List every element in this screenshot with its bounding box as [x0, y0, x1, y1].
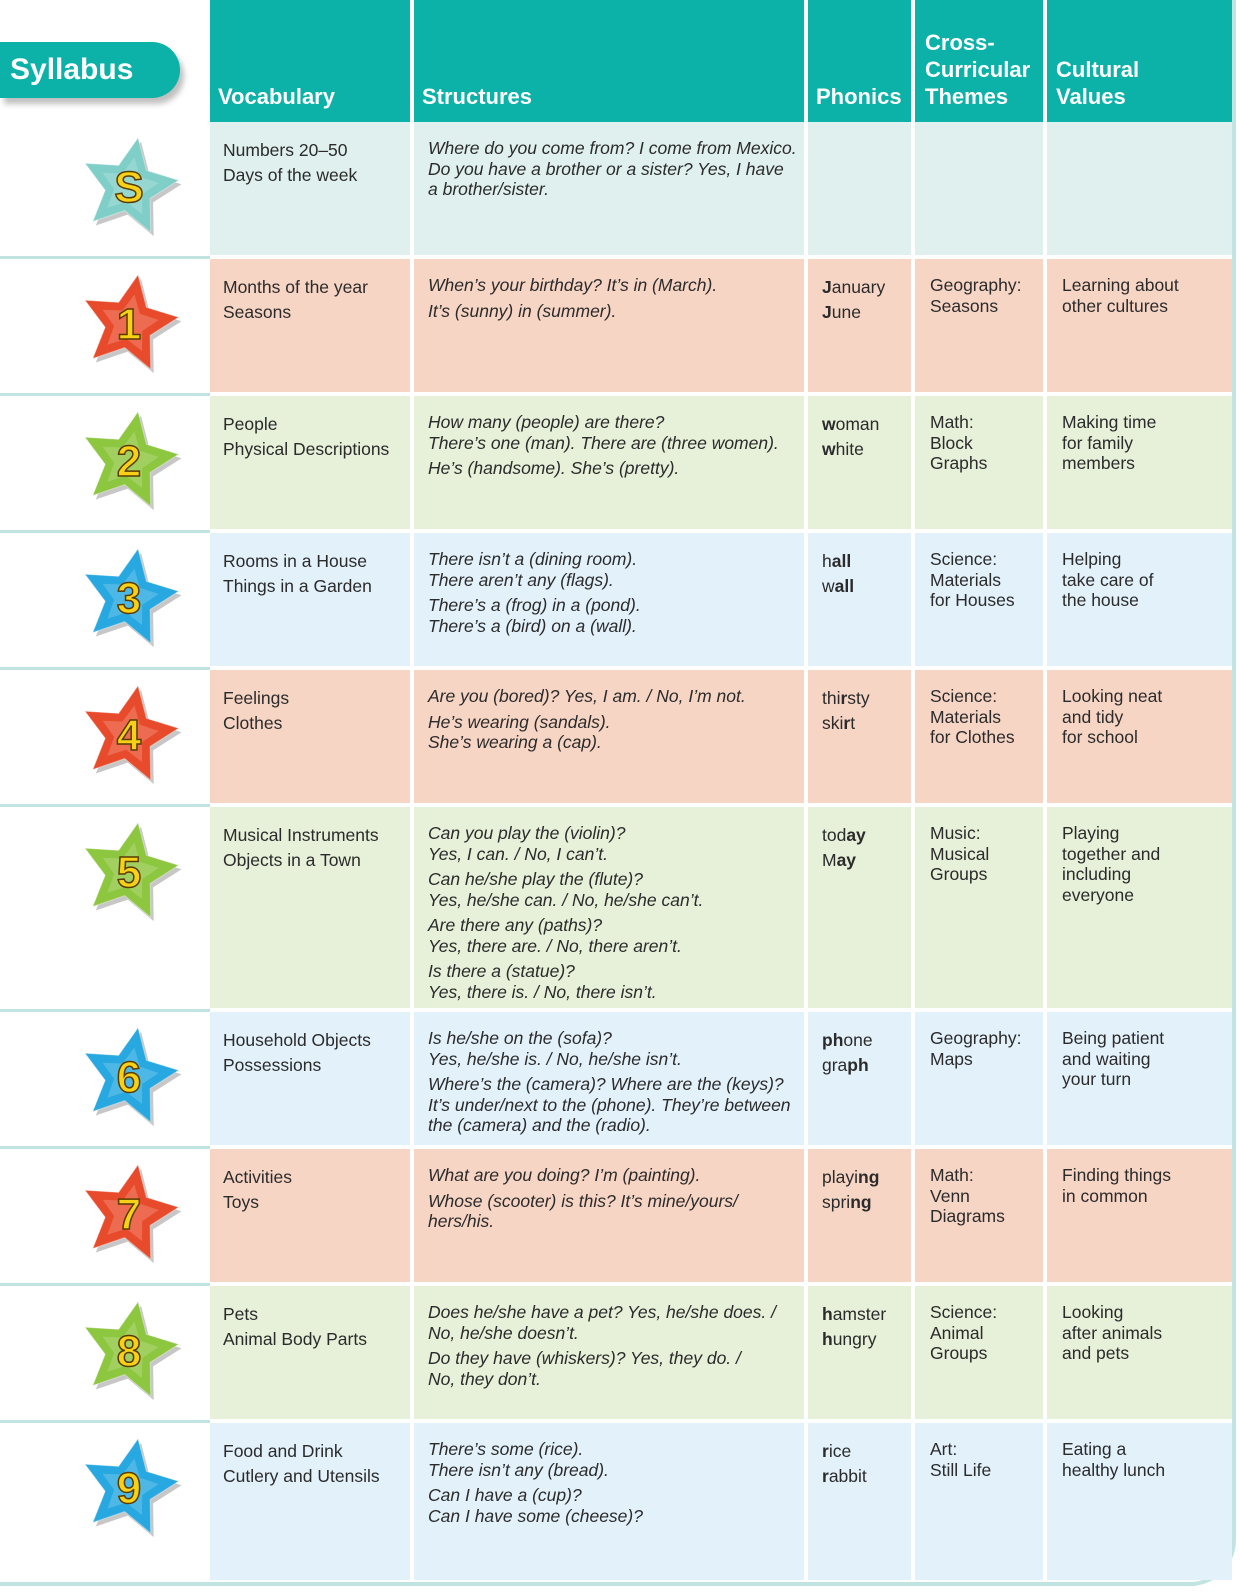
phonics-plain: M: [822, 850, 837, 870]
cell-structures: [428, 396, 813, 547]
header-cultural-line: Cultural: [1056, 57, 1140, 82]
header-cultural-values: [1056, 0, 1226, 122]
phonics-sound: r: [843, 713, 851, 733]
header-cross-line: Curricular: [925, 57, 1031, 82]
unit-number: 4: [116, 711, 142, 760]
phonics-sound: r: [822, 1466, 829, 1486]
vocabulary-item: Pets: [223, 1304, 259, 1324]
cell-vocabulary: [223, 259, 413, 410]
phonics-word: [822, 1327, 917, 1352]
unit-star-icon: [75, 680, 185, 790]
phonics-word: [822, 549, 917, 574]
header-vocabulary: Vocabulary: [218, 84, 335, 109]
row-separator: [0, 256, 210, 259]
cell-structures: [428, 670, 813, 821]
unit-number: S: [114, 163, 144, 212]
cell-cross-curricular: Science: Materials for Clothes: [930, 686, 1015, 747]
vocabulary-item: Feelings: [223, 688, 290, 708]
phonics-word: [822, 574, 917, 599]
phonics-word: [822, 1053, 917, 1078]
vocabulary-item: Objects in a Town: [223, 850, 361, 870]
vocabulary-item: Toys: [223, 1192, 259, 1212]
cell-phonics: [822, 1286, 917, 1437]
vocabulary-item: People: [223, 414, 278, 434]
unit-number: 9: [116, 1464, 142, 1513]
cell-cross-curricular: Math: Block Graphs: [930, 412, 988, 473]
phonics-sound: ng: [850, 1192, 872, 1212]
cell-vocabulary: [223, 1423, 413, 1596]
unit-number: 1: [116, 300, 142, 349]
cell-structures: [428, 1423, 813, 1596]
table-row: [210, 1286, 1232, 1421]
phonics-sound: ph: [847, 1055, 869, 1075]
structure-item: Can I have a (cup)? Can I have some (cheese)?: [428, 1485, 643, 1526]
structure-item: He’s wearing (sandals). She’s wearing a (cap).: [428, 711, 611, 752]
phonics-word: [822, 1439, 917, 1464]
structure-item: There isn’t a (dining room). There aren’t any (flags).: [428, 549, 638, 590]
phonics-sound: ng: [858, 1167, 880, 1187]
cell-cross-curricular: Math: Venn Diagrams: [930, 1165, 1005, 1226]
structure-item: Is there a (statue)? Yes, there is. / No, there isn’t.: [428, 961, 657, 1002]
header-cultural-line: Values: [1056, 84, 1126, 109]
vocabulary-item: Clothes: [223, 713, 283, 733]
phonics-word: [822, 1190, 917, 1215]
cell-cultural-values: Being patient and waiting your turn: [1062, 1028, 1165, 1089]
structure-item: Are there any (paths)? Yes, there are. / No, there aren’t.: [428, 915, 682, 956]
table-row: [210, 533, 1232, 668]
vocabulary-item: Months of the year: [223, 277, 368, 297]
phonics-plain: w: [822, 576, 835, 596]
phonics-word: [822, 848, 917, 873]
row-separator: [0, 1009, 210, 1012]
phonics-word: [822, 1165, 917, 1190]
vocabulary-item: Household Objects: [223, 1030, 371, 1050]
unit-star-icon: [75, 406, 185, 516]
table-row: [210, 670, 1232, 805]
structure-item: Is he/she on the (sofa)? Yes, he/she is. / No, he/she isn’t.: [428, 1028, 682, 1069]
structure-item: Are you (bored)? Yes, I am. / No, I’m not.: [428, 686, 746, 706]
vocabulary-item: Cutlery and Utensils: [223, 1466, 380, 1486]
structure-item: Where do you come from? I come from Mexico. Do you have a brother or a sister? Yes, I have a brother/sister.: [428, 138, 797, 199]
cell-cultural-values: Learning about other cultures: [1062, 275, 1179, 316]
phonics-sound: all: [831, 551, 852, 571]
syllabus-title: Syllabus: [0, 42, 180, 98]
table-row: [210, 1149, 1232, 1284]
unit-number: 8: [116, 1327, 142, 1376]
phonics-sound: J: [822, 277, 832, 297]
unit-number: 6: [116, 1053, 142, 1102]
phonics-word: [822, 823, 917, 848]
phonics-sound: all: [834, 576, 855, 596]
cell-phonics: [822, 807, 917, 1026]
vocabulary-item: Rooms in a House: [223, 551, 367, 571]
phonics-word: [822, 412, 917, 437]
cell-phonics: [822, 122, 917, 273]
vocabulary-item: Physical Descriptions: [223, 439, 390, 459]
phonics-plain: ice: [828, 1441, 852, 1461]
structure-item: How many (people) are there? There’s one (man). There are (three women).: [428, 412, 779, 453]
vocabulary-item: Days of the week: [223, 165, 358, 185]
cell-vocabulary: [223, 396, 413, 547]
row-separator: [0, 1283, 210, 1286]
structure-item: There’s a (frog) in a (pond). There’s a (bird) on a (wall).: [428, 595, 641, 636]
cell-phonics: [822, 670, 917, 821]
cell-cross-curricular: Geography: Maps: [930, 1028, 1022, 1069]
cell-phonics: [822, 259, 917, 410]
table-row: [210, 122, 1232, 257]
phonics-plain: anuary: [831, 277, 886, 297]
cell-cultural-values: Helping take care of the house: [1062, 549, 1154, 610]
row-separator: [0, 1146, 210, 1149]
phonics-sound: h: [822, 1329, 833, 1349]
phonics-sound: ay: [836, 850, 857, 870]
structure-item: There’s some (rice). There isn’t any (bread).: [428, 1439, 609, 1480]
cell-cultural-values: Playing together and including everyone: [1062, 823, 1161, 905]
structure-item: What are you doing? I’m (painting).: [428, 1165, 701, 1185]
phonics-word: [822, 1028, 917, 1053]
phonics-sound: w: [822, 439, 836, 459]
phonics-plain: amster: [832, 1304, 887, 1324]
phonics-word: [822, 711, 917, 736]
column-divider: [804, 0, 808, 1580]
cell-phonics: [822, 533, 917, 684]
cell-vocabulary: [223, 670, 413, 821]
phonics-plain: thi: [822, 688, 841, 708]
table-header: [210, 0, 1232, 122]
cell-structures: [428, 1286, 813, 1437]
unit-star-icon: [75, 1433, 185, 1543]
structure-item: Where’s the (camera)? Where are the (keys)? It’s under/next to the (phone). They’re between the (camera) and the (radio).: [428, 1074, 791, 1135]
header-structures: Structures: [422, 84, 533, 109]
structure-item: Can you play the (violin)? Yes, I can. / No, I can’t.: [428, 823, 626, 864]
column-divider: [911, 0, 915, 1580]
unit-star-icon: [75, 132, 185, 242]
cell-cultural-values: Finding things in common: [1062, 1165, 1171, 1206]
cell-cultural-values: Looking after animals and pets: [1062, 1302, 1163, 1363]
phonics-sound: r: [822, 1441, 829, 1461]
cell-cultural-values: Looking neat and tidy for school: [1062, 686, 1163, 747]
structure-item: Do they have (whiskers)? Yes, they do. / No, they don’t.: [428, 1348, 741, 1389]
cell-cultural-values: Eating a healthy lunch: [1062, 1439, 1166, 1480]
cell-structures: [428, 259, 813, 410]
unit-star-icon: [75, 1159, 185, 1269]
table-row: [210, 259, 1232, 394]
cell-cultural-values: [1062, 122, 1227, 273]
column-divider: [410, 0, 414, 1580]
cell-phonics: [822, 396, 917, 547]
unit-number: 7: [116, 1190, 142, 1239]
cell-structures: [428, 807, 813, 1026]
phonics-sound: w: [822, 414, 836, 434]
cell-cultural-values: Making time for family members: [1062, 412, 1157, 473]
vocabulary-item: Activities: [223, 1167, 293, 1187]
phonics-plain: oman: [835, 414, 880, 434]
cell-phonics: [822, 1149, 917, 1300]
phonics-sound: ay: [846, 825, 866, 845]
phonics-plain: t: [850, 713, 856, 733]
row-separator: [0, 667, 210, 670]
unit-star-icon: [75, 269, 185, 379]
table-row: [210, 1423, 1232, 1580]
cell-cross-curricular: Music: Musical Groups: [930, 823, 990, 884]
phonics-word: [822, 300, 917, 325]
cell-vocabulary: [223, 1286, 413, 1437]
cell-vocabulary: [223, 533, 413, 684]
cell-cross-curricular: [930, 122, 1050, 273]
column-divider: [1043, 0, 1047, 1580]
cell-cross-curricular: Art: Still Life: [930, 1439, 992, 1480]
phonics-plain: spri: [822, 1192, 851, 1212]
phonics-plain: tod: [822, 825, 847, 845]
cell-vocabulary: [223, 1149, 413, 1300]
structure-item: Can he/she play the (flute)? Yes, he/she can. / No, he/she can’t.: [428, 869, 704, 910]
phonics-sound: ph: [822, 1030, 844, 1050]
structure-item: He’s (handsome). She’s (pretty).: [428, 458, 680, 478]
cell-structures: [428, 1012, 813, 1163]
row-separator: [0, 393, 210, 396]
phonics-plain: sty: [847, 688, 870, 708]
structure-item: Does he/she have a pet? Yes, he/she does. / No, he/she doesn’t.: [428, 1302, 776, 1343]
phonics-plain: ski: [822, 713, 844, 733]
cell-structures: [428, 122, 813, 273]
row-separator: [0, 804, 210, 807]
structure-item: When’s your birthday? It’s in (March).: [428, 275, 718, 295]
phonics-plain: ungry: [832, 1329, 877, 1349]
vocabulary-item: Musical Instruments: [223, 825, 379, 845]
header-cross-line: Cross-: [925, 30, 995, 55]
unit-star-icon: [75, 543, 185, 653]
phonics-plain: h: [822, 551, 832, 571]
phonics-sound: J: [822, 302, 832, 322]
cell-vocabulary: [223, 807, 413, 1026]
phonics-word: [822, 686, 917, 711]
phonics-plain: playi: [822, 1167, 858, 1187]
unit-number: 2: [116, 437, 142, 486]
phonics-plain: gra: [822, 1055, 848, 1075]
unit-number: 3: [116, 574, 142, 623]
vocabulary-item: Possessions: [223, 1055, 322, 1075]
row-separator: [0, 1420, 210, 1423]
cell-structures: [428, 533, 813, 684]
cell-vocabulary: [223, 122, 413, 273]
cell-structures: [428, 1149, 813, 1300]
phonics-sound: r: [840, 688, 848, 708]
vocabulary-item: Animal Body Parts: [223, 1329, 367, 1349]
header-cross-line: Themes: [925, 84, 1009, 109]
table-row: [210, 807, 1232, 1010]
structure-item: It’s (sunny) in (summer).: [428, 300, 617, 321]
cell-cross-curricular: Science: Animal Groups: [930, 1302, 998, 1363]
phonics-word: [822, 437, 917, 462]
cell-cross-curricular: Geography: Seasons: [930, 275, 1022, 316]
phonics-plain: one: [843, 1030, 873, 1050]
table-row: [210, 396, 1232, 531]
vocabulary-item: Things in a Garden: [223, 576, 372, 596]
phonics-word: [822, 1302, 917, 1327]
row-separator: [0, 530, 210, 533]
cell-cross-curricular: Science: Materials for Houses: [930, 549, 1015, 610]
outer-border-right: [1232, 0, 1236, 1538]
phonics-plain: hite: [835, 439, 864, 459]
cell-phonics: [822, 1423, 917, 1596]
phonics-plain: abbit: [828, 1466, 867, 1486]
vocabulary-item: Seasons: [223, 302, 292, 322]
cell-vocabulary: [223, 1012, 413, 1163]
phonics-sound: h: [822, 1304, 833, 1324]
vocabulary-item: Numbers 20–50: [223, 140, 348, 160]
header-phonics: Phonics: [816, 84, 902, 109]
vocabulary-item: Food and Drink: [223, 1441, 343, 1461]
unit-number: 5: [116, 848, 142, 897]
unit-star-icon: [75, 817, 185, 927]
header-cross-curricular: [925, 0, 1050, 122]
table-row: [210, 1012, 1232, 1147]
cell-phonics: [822, 1012, 917, 1163]
unit-star-icon: [75, 1296, 185, 1406]
unit-star-icon: [75, 1022, 185, 1132]
phonics-word: [822, 1464, 917, 1489]
phonics-plain: une: [831, 302, 861, 322]
structure-item: Whose (scooter) is this? It’s mine/yours/ hers/his.: [428, 1190, 738, 1231]
phonics-word: [822, 275, 917, 300]
